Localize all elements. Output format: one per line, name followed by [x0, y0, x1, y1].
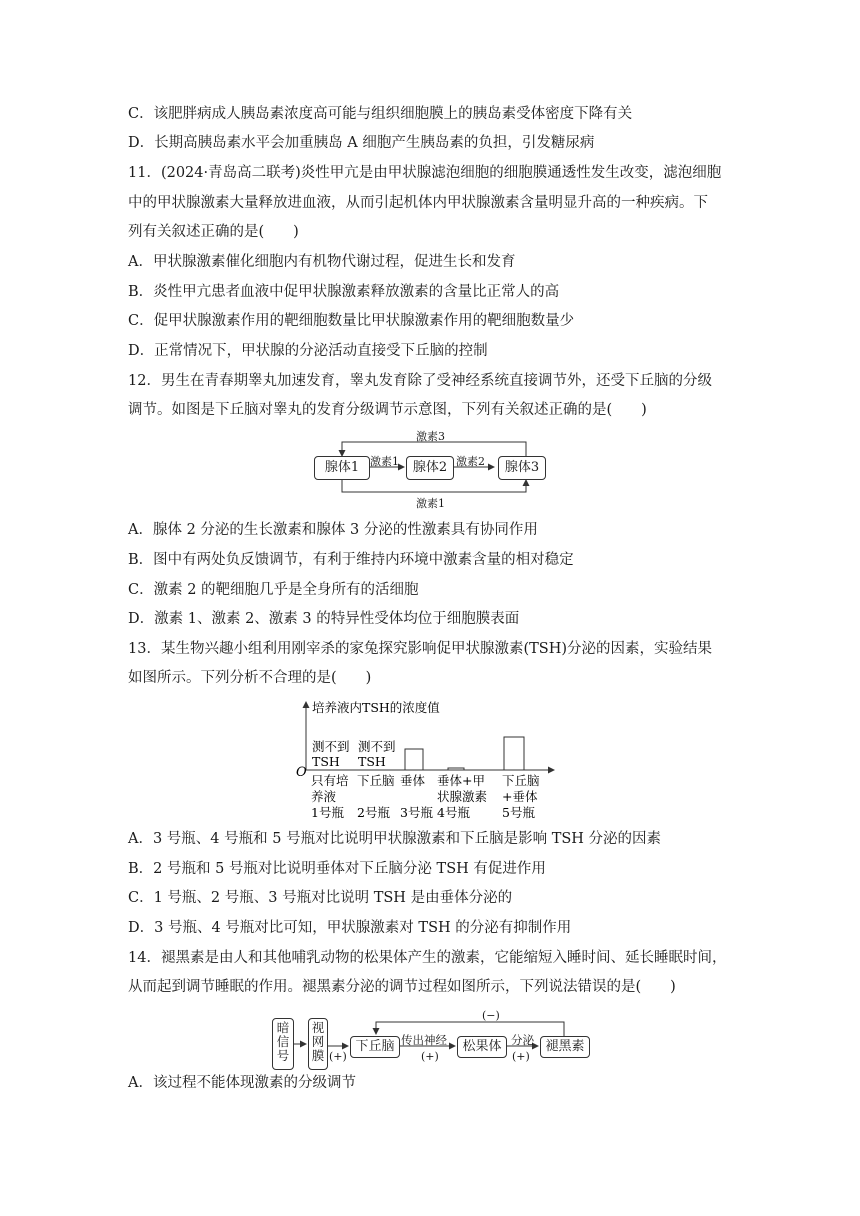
hormone1-bottom-label: 激素1: [416, 497, 445, 510]
q11-option-c: C．促甲状腺激素作用的靶细胞数量比甲状腺激素作用的靶细胞数量少: [128, 313, 575, 329]
q12-stem-1: 12．男生在青春期睾丸加速发育，睾丸发育除了受神经系统直接调节外，还受下丘脑的分级: [128, 373, 712, 389]
nerve-plus-label: (+): [421, 1050, 439, 1063]
q14-option-a: A．该过程不能体现激素的分级调节: [128, 1075, 356, 1091]
pineal-box: 松果体: [457, 1036, 507, 1058]
y-axis-label: 培养液内TSH的浓度值: [312, 700, 440, 715]
hormone2-label: 激素2: [456, 455, 485, 468]
category-label-1-1: 只有培: [311, 773, 349, 788]
q12-option-d: D．激素 1、激素 2、激素 3 的特异性受体均位于细胞膜表面: [128, 611, 520, 627]
category-label-3-3: 3号瓶: [400, 805, 433, 820]
no-tsh-note-2-2: TSH: [358, 754, 386, 769]
q10-option-d: D．长期高胰岛素水平会加重胰岛 A 细胞产生胰岛素的负担，引发糖尿病: [128, 135, 595, 151]
q12-option-a: A．腺体 2 分泌的生长激素和腺体 3 分泌的性激素具有协同作用: [128, 522, 538, 538]
hormone3-label: 激素3: [416, 430, 445, 443]
q11-option-a: A．甲状腺激素催化细胞内有机物代谢过程，促进生长和发育: [128, 254, 516, 270]
retina-char-2: 网: [311, 1034, 325, 1049]
q13-stem-1: 13．某生物兴趣小组利用刚宰杀的家兔探究影响促甲状腺激素(TSH)分泌的因素，实验结果: [128, 641, 713, 657]
gland2-box: 腺体2: [406, 456, 454, 480]
q11-stem-3: 列有关叙述正确的是( ): [128, 224, 299, 240]
q14-stem-2: 从而起到调节睡眠的作用。褪黑素分泌的调节过程如图所示，下列说法错误的是( ): [128, 979, 676, 995]
q13-stem-2: 如图所示。下列分析不合理的是( ): [128, 670, 372, 686]
nerve-label: 传出神经: [401, 1033, 447, 1047]
dark-char-1: 暗: [276, 1020, 290, 1035]
category-label-3-1: 垂体: [400, 773, 426, 788]
origin-label: O: [296, 765, 307, 780]
q12-option-c: C．激素 2 的靶细胞几乎是全身所有的活细胞: [128, 582, 419, 598]
q13-option-b: B．2 号瓶和 5 号瓶对比说明垂体对下丘脑分泌 TSH 有促进作用: [128, 861, 546, 877]
category-label-1-3: 1号瓶: [311, 805, 344, 820]
gland3-box: 腺体3: [498, 456, 546, 480]
dark-signal-box: [272, 1018, 294, 1070]
category-label-4-2: 状腺激素: [437, 789, 488, 804]
bar-4: [448, 768, 464, 770]
melatonin-box: 褪黑素: [540, 1036, 590, 1058]
q12-stem-2: 调节。如图是下丘脑对睾丸的发育分级调节示意图，下列有关叙述正确的是( ): [128, 402, 647, 418]
q13-option-a: A．3 号瓶、4 号瓶和 5 号瓶对比说明甲状腺激素和下丘脑是影响 TSH 分泌的因素: [128, 831, 662, 847]
q13-option-c: C．1 号瓶、2 号瓶、3 号瓶对比说明 TSH 是由垂体分泌的: [128, 890, 513, 906]
category-label-1-2: 养液: [311, 789, 337, 804]
retina-box: [308, 1018, 328, 1070]
bar-3: [405, 749, 423, 770]
category-label-5-2: +垂体: [502, 789, 538, 804]
category-label-2-3: 2号瓶: [357, 805, 390, 820]
q13-option-d: D．3 号瓶、4 号瓶对比可知，甲状腺激素对 TSH 的分泌有抑制作用: [128, 920, 572, 936]
dark-char-2: 信: [276, 1034, 290, 1049]
q12-option-b: B．图中有两处负反馈调节，有利于维持内环境中激素含量的相对稳定: [128, 552, 574, 568]
category-label-5-3: 5号瓶: [502, 805, 535, 820]
category-label-2-1: 下丘脑: [357, 773, 395, 788]
no-tsh-note-1-1: 测不到: [312, 739, 350, 754]
q11-stem-2: 中的甲状腺激素大量释放进血液，从而引起机体内甲状腺激素含量明显升高的一种疾病。下: [128, 195, 708, 211]
gland1-box: 腺体1: [314, 456, 370, 480]
category-label-4-1: 垂体+甲: [437, 773, 485, 788]
bar-5: [504, 737, 524, 770]
q11-option-b: B．炎性甲亢患者血液中促甲状腺激素释放激素的含量比正常人的高: [128, 284, 560, 300]
hormone1-label: 激素1: [370, 455, 399, 468]
feedback-minus-label: (−): [482, 1009, 500, 1022]
hypothalamus-box: 下丘脑: [350, 1036, 400, 1058]
secrete-plus-label: (+): [512, 1050, 530, 1063]
q10-option-c: C．该肥胖病成人胰岛素浓度高可能与组织细胞膜上的胰岛素受体密度下降有关: [128, 106, 633, 122]
q14-stem-1: 14．褪黑素是由人和其他哺乳动物的松果体产生的激素，它能缩短入睡时间、延长睡眠时间，: [128, 950, 727, 966]
q11-option-d: D．正常情况下，甲状腺的分泌活动直接受下丘脑的控制: [128, 343, 488, 359]
category-label-5-1: 下丘脑: [502, 773, 540, 788]
retina-char-3: 膜: [311, 1048, 325, 1063]
retina-char-1: 视: [311, 1020, 325, 1035]
q11-stem-1: 11．(2024·青岛高二联考)炎性甲亢是由甲状腺滤泡细胞的细胞膜通透性发生改变，滤泡细胞: [128, 165, 722, 181]
no-tsh-note-1-2: TSH: [312, 754, 340, 769]
secrete-label: 分泌: [511, 1033, 534, 1047]
retina-plus-label: (+): [329, 1050, 347, 1063]
no-tsh-note-2-1: 测不到: [358, 739, 396, 754]
category-label-4-3: 4号瓶: [437, 805, 470, 820]
dark-char-3: 号: [276, 1048, 290, 1063]
